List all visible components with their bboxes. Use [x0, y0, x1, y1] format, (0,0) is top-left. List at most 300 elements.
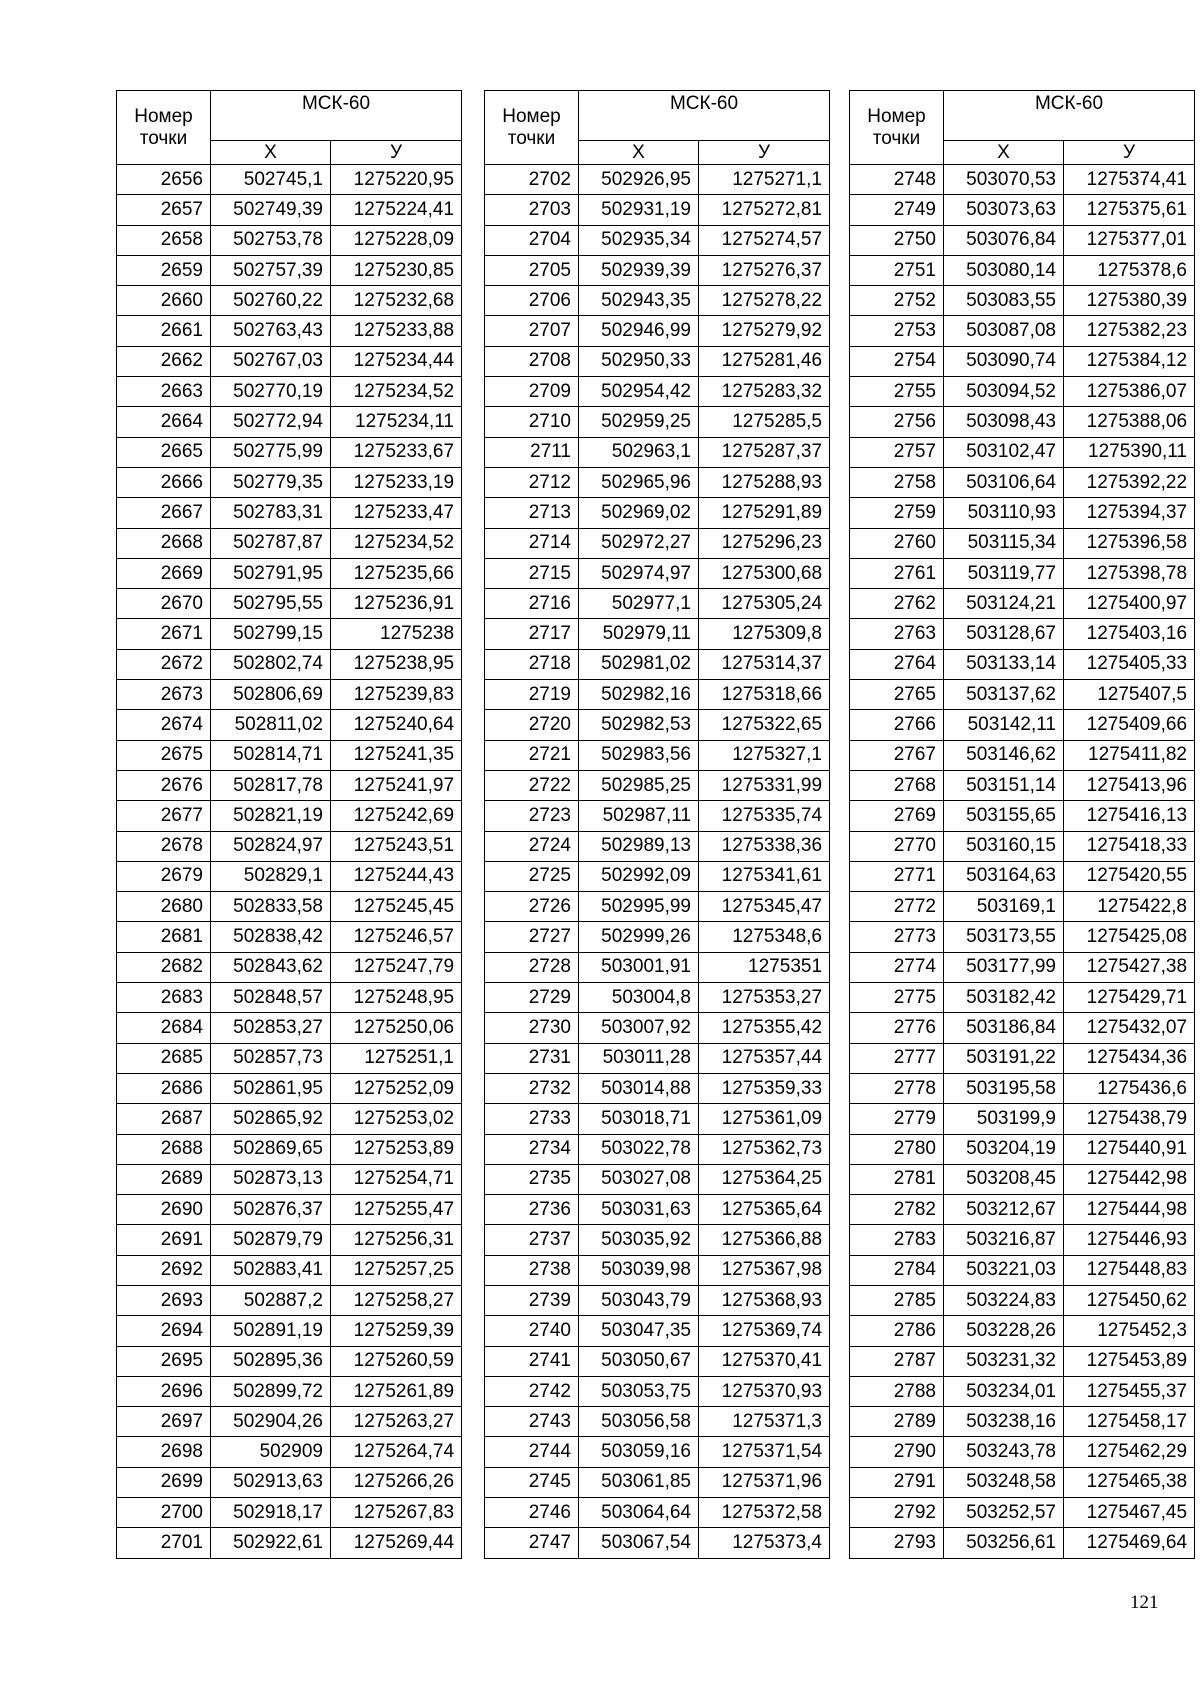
point-number-cell: 2708 [485, 346, 579, 376]
point-number-cell: 2723 [485, 801, 579, 831]
x-column-header: X [579, 141, 699, 165]
table-row [117, 1316, 462, 1346]
table-row [117, 407, 462, 437]
y-coordinate-cell: 1275283,32 [699, 377, 830, 407]
y-coordinate-cell: 1275422,8 [1064, 892, 1195, 922]
table-row [485, 952, 830, 982]
table-row [485, 831, 830, 861]
x-coordinate-cell: 502950,33 [579, 346, 699, 376]
x-coordinate-cell: 503216,87 [944, 1225, 1064, 1255]
x-coordinate-cell: 502963,1 [579, 437, 699, 467]
y-coordinate-cell: 1275450,62 [1064, 1285, 1195, 1315]
x-coordinate-cell: 502965,96 [579, 467, 699, 497]
y-coordinate-cell: 1275272,81 [699, 195, 830, 225]
table-row [117, 831, 462, 861]
point-number-cell: 2674 [117, 710, 211, 740]
x-coordinate-cell: 503073,63 [944, 195, 1064, 225]
point-number-cell: 2675 [117, 740, 211, 770]
y-coordinate-cell: 1275370,93 [699, 1376, 830, 1406]
point-number-cell: 2691 [117, 1225, 211, 1255]
point-number-cell: 2700 [117, 1498, 211, 1528]
x-coordinate-cell: 503252,57 [944, 1498, 1064, 1528]
y-coordinate-cell: 1275230,85 [331, 255, 462, 285]
x-coordinate-cell: 502918,17 [211, 1498, 331, 1528]
x-coordinate-cell: 502926,95 [579, 165, 699, 195]
x-column-header: X [944, 141, 1064, 165]
x-coordinate-cell: 502757,39 [211, 255, 331, 285]
y-coordinate-cell: 1275233,67 [331, 437, 462, 467]
point-number-cell: 2732 [485, 1073, 579, 1103]
x-coordinate-cell: 502833,58 [211, 892, 331, 922]
x-coordinate-cell: 503128,67 [944, 619, 1064, 649]
y-coordinate-cell: 1275234,11 [331, 407, 462, 437]
table-row [117, 165, 462, 195]
table-row [485, 710, 830, 740]
point-number-cell: 2734 [485, 1134, 579, 1164]
table-row [117, 346, 462, 376]
x-coordinate-cell: 503142,11 [944, 710, 1064, 740]
point-number-cell: 2703 [485, 195, 579, 225]
table-row [850, 710, 1195, 740]
y-coordinate-cell: 1275425,08 [1064, 922, 1195, 952]
y-coordinate-cell: 1275234,52 [331, 528, 462, 558]
coordinates-table-2 [484, 90, 830, 1559]
table-row [850, 498, 1195, 528]
point-number-cell: 2702 [485, 165, 579, 195]
point-number-cell: 2733 [485, 1104, 579, 1134]
table-row [117, 437, 462, 467]
table-row [117, 740, 462, 770]
x-coordinate-cell: 502959,25 [579, 407, 699, 437]
point-number-cell: 2770 [850, 831, 944, 861]
x-coordinate-cell: 503155,65 [944, 801, 1064, 831]
table-row [485, 1104, 830, 1134]
point-number-cell: 2676 [117, 770, 211, 800]
x-coordinate-cell: 502775,99 [211, 437, 331, 467]
y-coordinate-cell: 1275238,95 [331, 649, 462, 679]
x-coordinate-cell: 502811,02 [211, 710, 331, 740]
x-coordinate-cell: 503102,47 [944, 437, 1064, 467]
table-row [117, 255, 462, 285]
y-coordinate-cell: 1275279,92 [699, 316, 830, 346]
point-number-cell: 2738 [485, 1255, 579, 1285]
x-coordinate-cell: 503151,14 [944, 770, 1064, 800]
y-coordinate-cell: 1275254,71 [331, 1164, 462, 1194]
point-number-cell: 2681 [117, 922, 211, 952]
point-number-cell: 2784 [850, 1255, 944, 1285]
x-coordinate-cell: 502904,26 [211, 1407, 331, 1437]
x-coordinate-cell: 503195,58 [944, 1073, 1064, 1103]
point-number-cell: 2677 [117, 801, 211, 831]
table-row [485, 619, 830, 649]
x-coordinate-cell: 503014,88 [579, 1073, 699, 1103]
table-row [485, 680, 830, 710]
y-column-header: У [699, 141, 830, 165]
x-coordinate-cell: 502843,62 [211, 952, 331, 982]
x-coordinate-cell: 502879,79 [211, 1225, 331, 1255]
x-coordinate-cell: 502913,63 [211, 1467, 331, 1497]
point-number-cell: 2692 [117, 1255, 211, 1285]
table-row [117, 710, 462, 740]
x-coordinate-cell: 502939,39 [579, 255, 699, 285]
x-coordinate-cell: 503043,79 [579, 1285, 699, 1315]
point-number-cell: 2706 [485, 286, 579, 316]
x-coordinate-cell: 502802,74 [211, 649, 331, 679]
table-row [485, 1407, 830, 1437]
table-row [485, 1043, 830, 1073]
x-coordinate-cell: 503110,93 [944, 498, 1064, 528]
y-coordinate-cell: 1275259,39 [331, 1316, 462, 1346]
table-row [485, 1255, 830, 1285]
table-row [850, 649, 1195, 679]
table-row [117, 619, 462, 649]
y-coordinate-cell: 1275398,78 [1064, 558, 1195, 588]
table-row [850, 1467, 1195, 1497]
table-row [850, 1316, 1195, 1346]
table-row [850, 740, 1195, 770]
table-row [850, 770, 1195, 800]
y-coordinate-cell: 1275331,99 [699, 770, 830, 800]
x-coordinate-cell: 503115,34 [944, 528, 1064, 558]
table-row [117, 1498, 462, 1528]
y-coordinate-cell: 1275243,51 [331, 831, 462, 861]
y-coordinate-cell: 1275224,41 [331, 195, 462, 225]
y-coordinate-cell: 1275407,5 [1064, 680, 1195, 710]
x-coordinate-cell: 502992,09 [579, 861, 699, 891]
x-coordinate-cell: 502838,42 [211, 922, 331, 952]
x-coordinate-cell: 503231,32 [944, 1346, 1064, 1376]
y-coordinate-cell: 1275367,98 [699, 1255, 830, 1285]
y-coordinate-cell: 1275322,65 [699, 710, 830, 740]
point-number-cell: 2670 [117, 589, 211, 619]
x-coordinate-cell: 502946,99 [579, 316, 699, 346]
point-number-cell: 2668 [117, 528, 211, 558]
table-row [850, 1225, 1195, 1255]
table-row [117, 801, 462, 831]
y-coordinate-cell: 1275469,64 [1064, 1528, 1195, 1558]
y-coordinate-cell: 1275341,61 [699, 861, 830, 891]
y-coordinate-cell: 1275235,66 [331, 558, 462, 588]
point-number-cell: 2693 [117, 1285, 211, 1315]
point-number-cell: 2771 [850, 861, 944, 891]
table-row [485, 346, 830, 376]
y-coordinate-cell: 1275446,93 [1064, 1225, 1195, 1255]
point-number-cell: 2775 [850, 983, 944, 1013]
table-row [485, 437, 830, 467]
point-number-cell: 2669 [117, 558, 211, 588]
x-coordinate-cell: 503224,83 [944, 1285, 1064, 1315]
x-coordinate-cell: 503256,61 [944, 1528, 1064, 1558]
x-coordinate-cell: 503243,78 [944, 1437, 1064, 1467]
point-number-cell: 2746 [485, 1498, 579, 1528]
y-coordinate-cell: 1275368,93 [699, 1285, 830, 1315]
y-coordinate-cell: 1275269,44 [331, 1528, 462, 1558]
table-row [117, 1073, 462, 1103]
x-coordinate-cell: 502982,53 [579, 710, 699, 740]
y-coordinate-cell: 1275252,09 [331, 1073, 462, 1103]
y-coordinate-cell: 1275253,89 [331, 1134, 462, 1164]
x-coordinate-cell: 502883,41 [211, 1255, 331, 1285]
table-row [850, 1285, 1195, 1315]
y-coordinate-cell: 1275382,23 [1064, 316, 1195, 346]
x-coordinate-cell: 503164,63 [944, 861, 1064, 891]
table-row [850, 225, 1195, 255]
y-coordinate-cell: 1275220,95 [331, 165, 462, 195]
x-coordinate-cell: 502999,26 [579, 922, 699, 952]
table-row [117, 467, 462, 497]
point-number-cell: 2773 [850, 922, 944, 952]
x-coordinate-cell: 502783,31 [211, 498, 331, 528]
x-coordinate-cell: 502931,19 [579, 195, 699, 225]
y-coordinate-cell: 1275288,93 [699, 467, 830, 497]
y-coordinate-cell: 1275242,69 [331, 801, 462, 831]
x-coordinate-cell: 502770,19 [211, 377, 331, 407]
x-coordinate-cell: 503039,98 [579, 1255, 699, 1285]
y-coordinate-cell: 1275370,41 [699, 1346, 830, 1376]
table-row [485, 770, 830, 800]
point-number-cell: 2658 [117, 225, 211, 255]
y-coordinate-cell: 1275375,61 [1064, 195, 1195, 225]
y-coordinate-cell: 1275309,8 [699, 619, 830, 649]
table-row [850, 861, 1195, 891]
table-row [117, 1376, 462, 1406]
point-number-cell: 2714 [485, 528, 579, 558]
y-coordinate-cell: 1275462,29 [1064, 1437, 1195, 1467]
table-row [850, 1376, 1195, 1406]
y-coordinate-cell: 1275267,83 [331, 1498, 462, 1528]
x-coordinate-cell: 502981,02 [579, 649, 699, 679]
table-row [117, 1528, 462, 1558]
x-coordinate-cell: 503248,58 [944, 1467, 1064, 1497]
y-coordinate-cell: 1275278,22 [699, 286, 830, 316]
point-number-cell: 2679 [117, 861, 211, 891]
table-row [850, 1346, 1195, 1376]
y-coordinate-cell: 1275448,83 [1064, 1255, 1195, 1285]
table-row [485, 1528, 830, 1558]
x-coordinate-cell: 502987,11 [579, 801, 699, 831]
x-coordinate-cell: 502954,42 [579, 377, 699, 407]
y-coordinate-cell: 1275327,1 [699, 740, 830, 770]
y-coordinate-cell: 1275432,07 [1064, 1013, 1195, 1043]
table-row [485, 1225, 830, 1255]
table-row [850, 983, 1195, 1013]
y-coordinate-cell: 1275314,37 [699, 649, 830, 679]
y-coordinate-cell: 1275260,59 [331, 1346, 462, 1376]
y-coordinate-cell: 1275409,66 [1064, 710, 1195, 740]
table-row [850, 255, 1195, 285]
point-number-cell: 2709 [485, 377, 579, 407]
table-row [485, 1013, 830, 1043]
x-coordinate-cell: 502873,13 [211, 1164, 331, 1194]
y-coordinate-cell: 1275400,97 [1064, 589, 1195, 619]
y-coordinate-cell: 1275238 [331, 619, 462, 649]
point-number-cell: 2790 [850, 1437, 944, 1467]
point-number-cell: 2690 [117, 1195, 211, 1225]
y-coordinate-cell: 1275232,68 [331, 286, 462, 316]
table-row [850, 316, 1195, 346]
x-coordinate-cell: 503160,15 [944, 831, 1064, 861]
y-coordinate-cell: 1275377,01 [1064, 225, 1195, 255]
point-number-cell: 2705 [485, 255, 579, 285]
point-number-cell: 2719 [485, 680, 579, 710]
point-number-cell: 2682 [117, 952, 211, 982]
x-coordinate-cell: 503137,62 [944, 680, 1064, 710]
point-number-cell: 2761 [850, 558, 944, 588]
y-coordinate-cell: 1275305,24 [699, 589, 830, 619]
point-number-cell: 2748 [850, 165, 944, 195]
x-coordinate-cell: 502857,73 [211, 1043, 331, 1073]
x-coordinate-cell: 503212,67 [944, 1195, 1064, 1225]
y-coordinate-cell: 1275434,36 [1064, 1043, 1195, 1073]
table-row [850, 1407, 1195, 1437]
y-coordinate-cell: 1275371,96 [699, 1467, 830, 1497]
table-row [485, 1437, 830, 1467]
y-coordinate-cell: 1275266,26 [331, 1467, 462, 1497]
table-row [485, 558, 830, 588]
point-number-cell: 2744 [485, 1437, 579, 1467]
y-coordinate-cell: 1275264,74 [331, 1437, 462, 1467]
y-coordinate-cell: 1275291,89 [699, 498, 830, 528]
table-row [117, 1255, 462, 1285]
x-coordinate-cell: 502983,56 [579, 740, 699, 770]
y-coordinate-cell: 1275403,16 [1064, 619, 1195, 649]
table-row [117, 983, 462, 1013]
table-row [485, 498, 830, 528]
y-coordinate-cell: 1275396,58 [1064, 528, 1195, 558]
x-coordinate-cell: 502969,02 [579, 498, 699, 528]
point-number-cell: 2726 [485, 892, 579, 922]
x-coordinate-cell: 503204,19 [944, 1134, 1064, 1164]
point-number-header: Номер точки [117, 91, 211, 165]
y-coordinate-cell: 1275378,6 [1064, 255, 1195, 285]
point-number-cell: 2727 [485, 922, 579, 952]
point-number-cell: 2715 [485, 558, 579, 588]
table-row [485, 195, 830, 225]
x-coordinate-cell: 503221,03 [944, 1255, 1064, 1285]
x-coordinate-cell: 502979,11 [579, 619, 699, 649]
y-coordinate-cell: 1275348,6 [699, 922, 830, 952]
table-row [117, 1467, 462, 1497]
x-coordinate-cell: 502977,1 [579, 589, 699, 619]
point-number-cell: 2781 [850, 1164, 944, 1194]
x-coordinate-cell: 503080,14 [944, 255, 1064, 285]
point-number-cell: 2688 [117, 1134, 211, 1164]
y-coordinate-cell: 1275365,64 [699, 1195, 830, 1225]
x-coordinate-cell: 503186,84 [944, 1013, 1064, 1043]
point-number-cell: 2711 [485, 437, 579, 467]
table-row [850, 1104, 1195, 1134]
point-number-cell: 2759 [850, 498, 944, 528]
table-row [117, 528, 462, 558]
table-row [485, 407, 830, 437]
x-coordinate-cell: 502989,13 [579, 831, 699, 861]
point-number-cell: 2754 [850, 346, 944, 376]
point-number-cell: 2661 [117, 316, 211, 346]
table-row [850, 1073, 1195, 1103]
y-coordinate-cell: 1275357,44 [699, 1043, 830, 1073]
x-coordinate-cell: 502814,71 [211, 740, 331, 770]
y-coordinate-cell: 1275420,55 [1064, 861, 1195, 891]
point-number-cell: 2752 [850, 286, 944, 316]
table-row [117, 498, 462, 528]
x-coordinate-cell: 502749,39 [211, 195, 331, 225]
x-coordinate-cell: 503053,75 [579, 1376, 699, 1406]
point-number-cell: 2783 [850, 1225, 944, 1255]
x-coordinate-cell: 502891,19 [211, 1316, 331, 1346]
table-row [117, 377, 462, 407]
x-coordinate-cell: 502791,95 [211, 558, 331, 588]
y-coordinate-cell: 1275362,73 [699, 1134, 830, 1164]
point-number-cell: 2753 [850, 316, 944, 346]
table-row [850, 467, 1195, 497]
table-row [485, 467, 830, 497]
y-coordinate-cell: 1275438,79 [1064, 1104, 1195, 1134]
point-number-cell: 2701 [117, 1528, 211, 1558]
x-coordinate-cell: 503001,91 [579, 952, 699, 982]
table-row [850, 680, 1195, 710]
point-number-cell: 2687 [117, 1104, 211, 1134]
table-row [485, 377, 830, 407]
y-coordinate-cell: 1275452,3 [1064, 1316, 1195, 1346]
y-coordinate-cell: 1275258,27 [331, 1285, 462, 1315]
table-row [485, 1195, 830, 1225]
table-row [117, 286, 462, 316]
y-coordinate-cell: 1275436,6 [1064, 1073, 1195, 1103]
point-number-cell: 2778 [850, 1073, 944, 1103]
x-coordinate-cell: 503083,55 [944, 286, 1064, 316]
point-number-cell: 2657 [117, 195, 211, 225]
y-coordinate-cell: 1275318,66 [699, 680, 830, 710]
point-number-cell: 2742 [485, 1376, 579, 1406]
y-coordinate-cell: 1275261,89 [331, 1376, 462, 1406]
y-coordinate-cell: 1275233,47 [331, 498, 462, 528]
x-coordinate-cell: 502799,15 [211, 619, 331, 649]
point-number-cell: 2767 [850, 740, 944, 770]
table-row [850, 922, 1195, 952]
point-number-cell: 2659 [117, 255, 211, 285]
point-number-cell: 2755 [850, 377, 944, 407]
x-coordinate-cell: 502806,69 [211, 680, 331, 710]
point-number-cell: 2766 [850, 710, 944, 740]
point-number-cell: 2793 [850, 1528, 944, 1558]
x-coordinate-cell: 502974,97 [579, 558, 699, 588]
x-coordinate-cell: 502995,99 [579, 892, 699, 922]
point-number-cell: 2756 [850, 407, 944, 437]
y-coordinate-cell: 1275245,45 [331, 892, 462, 922]
y-coordinate-cell: 1275444,98 [1064, 1195, 1195, 1225]
table-row [485, 983, 830, 1013]
point-number-cell: 2686 [117, 1073, 211, 1103]
coordinate-system-header: МСК-60 [944, 91, 1195, 141]
table-row [850, 437, 1195, 467]
table-row [850, 952, 1195, 982]
table-row [485, 286, 830, 316]
y-coordinate-cell: 1275246,57 [331, 922, 462, 952]
table-row [850, 892, 1195, 922]
table-row [485, 649, 830, 679]
table-row [117, 225, 462, 255]
y-column-header: У [331, 141, 462, 165]
x-coordinate-cell: 502869,65 [211, 1134, 331, 1164]
table-row [485, 255, 830, 285]
point-number-cell: 2782 [850, 1195, 944, 1225]
table-row [117, 861, 462, 891]
y-coordinate-cell: 1275416,13 [1064, 801, 1195, 831]
point-number-cell: 2696 [117, 1376, 211, 1406]
y-coordinate-cell: 1275276,37 [699, 255, 830, 285]
table-row [850, 1013, 1195, 1043]
table-row [485, 1073, 830, 1103]
